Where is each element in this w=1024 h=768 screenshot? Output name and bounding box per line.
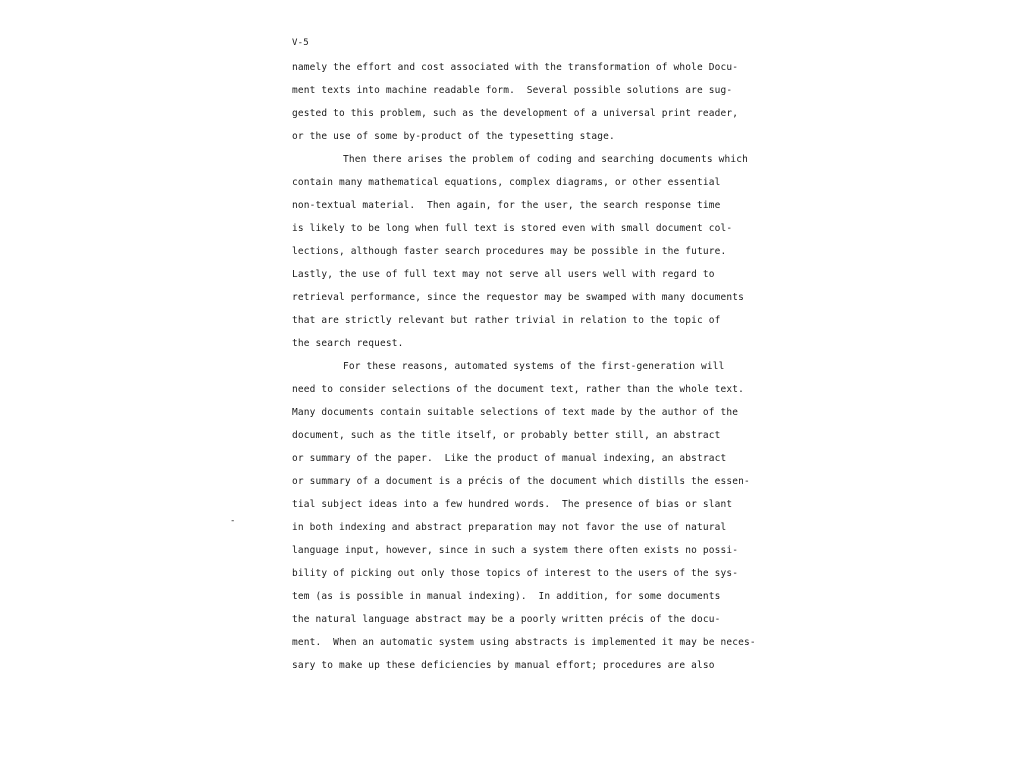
text-line: language input, however, since in such a system there often exists no possi-	[292, 545, 739, 556]
text-line: need to consider selections of the document text, rather than the whole text.	[292, 384, 744, 395]
text-line: Then there arises the problem of coding and searching documents which	[343, 154, 748, 165]
text-line: sary to make up these deficiencies by manual effort; procedures are also	[292, 660, 715, 671]
text-line: the search request.	[292, 338, 404, 349]
text-line: tial subject ideas into a few hundred words. The presence of bias or slant	[292, 499, 733, 510]
text-line: retrieval performance, since the requestor may be swamped with many documents	[292, 292, 744, 303]
text-line: or summary of a document is a précis of the document which distills the essen-	[292, 476, 750, 487]
text-line: Lastly, the use of full text may not serve all users well with regard to	[292, 269, 715, 280]
text-line: lections, although faster search procedures may be possible in the future.	[292, 246, 727, 257]
margin-mark: -	[230, 516, 236, 526]
text-line: document, such as the title itself, or probably better still, an abstract	[292, 430, 721, 441]
text-line: contain many mathematical equations, complex diagrams, or other essential	[292, 177, 721, 188]
text-line: gested to this problem, such as the development of a universal print reader,	[292, 108, 739, 119]
text-line: or the use of some by-product of the typesetting stage.	[292, 131, 615, 142]
page-number: V-5	[292, 38, 309, 48]
text-line: is likely to be long when full text is stored even with small document col-	[292, 223, 733, 234]
text-line: or summary of the paper. Like the product of manual indexing, an abstract	[292, 453, 727, 464]
text-line: ment texts into machine readable form. Several possible solutions are sug-	[292, 85, 733, 96]
text-line: the natural language abstract may be a poorly written précis of the docu-	[292, 614, 721, 625]
text-line: ment. When an automatic system using abstracts is implemented it may be neces-	[292, 637, 756, 648]
text-line: tem (as is possible in manual indexing). In addition, for some documents	[292, 591, 721, 602]
text-line: bility of picking out only those topics of interest to the users of the sys-	[292, 568, 739, 579]
text-line: non-textual material. Then again, for the user, the search response time	[292, 200, 721, 211]
text-line: namely the effort and cost associated with the transformation of whole Docu-	[292, 62, 739, 73]
text-line: For these reasons, automated systems of the first-generation will	[343, 361, 725, 372]
text-line: Many documents contain suitable selections of text made by the author of the	[292, 407, 739, 418]
text-line: in both indexing and abstract preparation may not favor the use of natural	[292, 522, 727, 533]
text-line: that are strictly relevant but rather trivial in relation to the topic of	[292, 315, 721, 326]
